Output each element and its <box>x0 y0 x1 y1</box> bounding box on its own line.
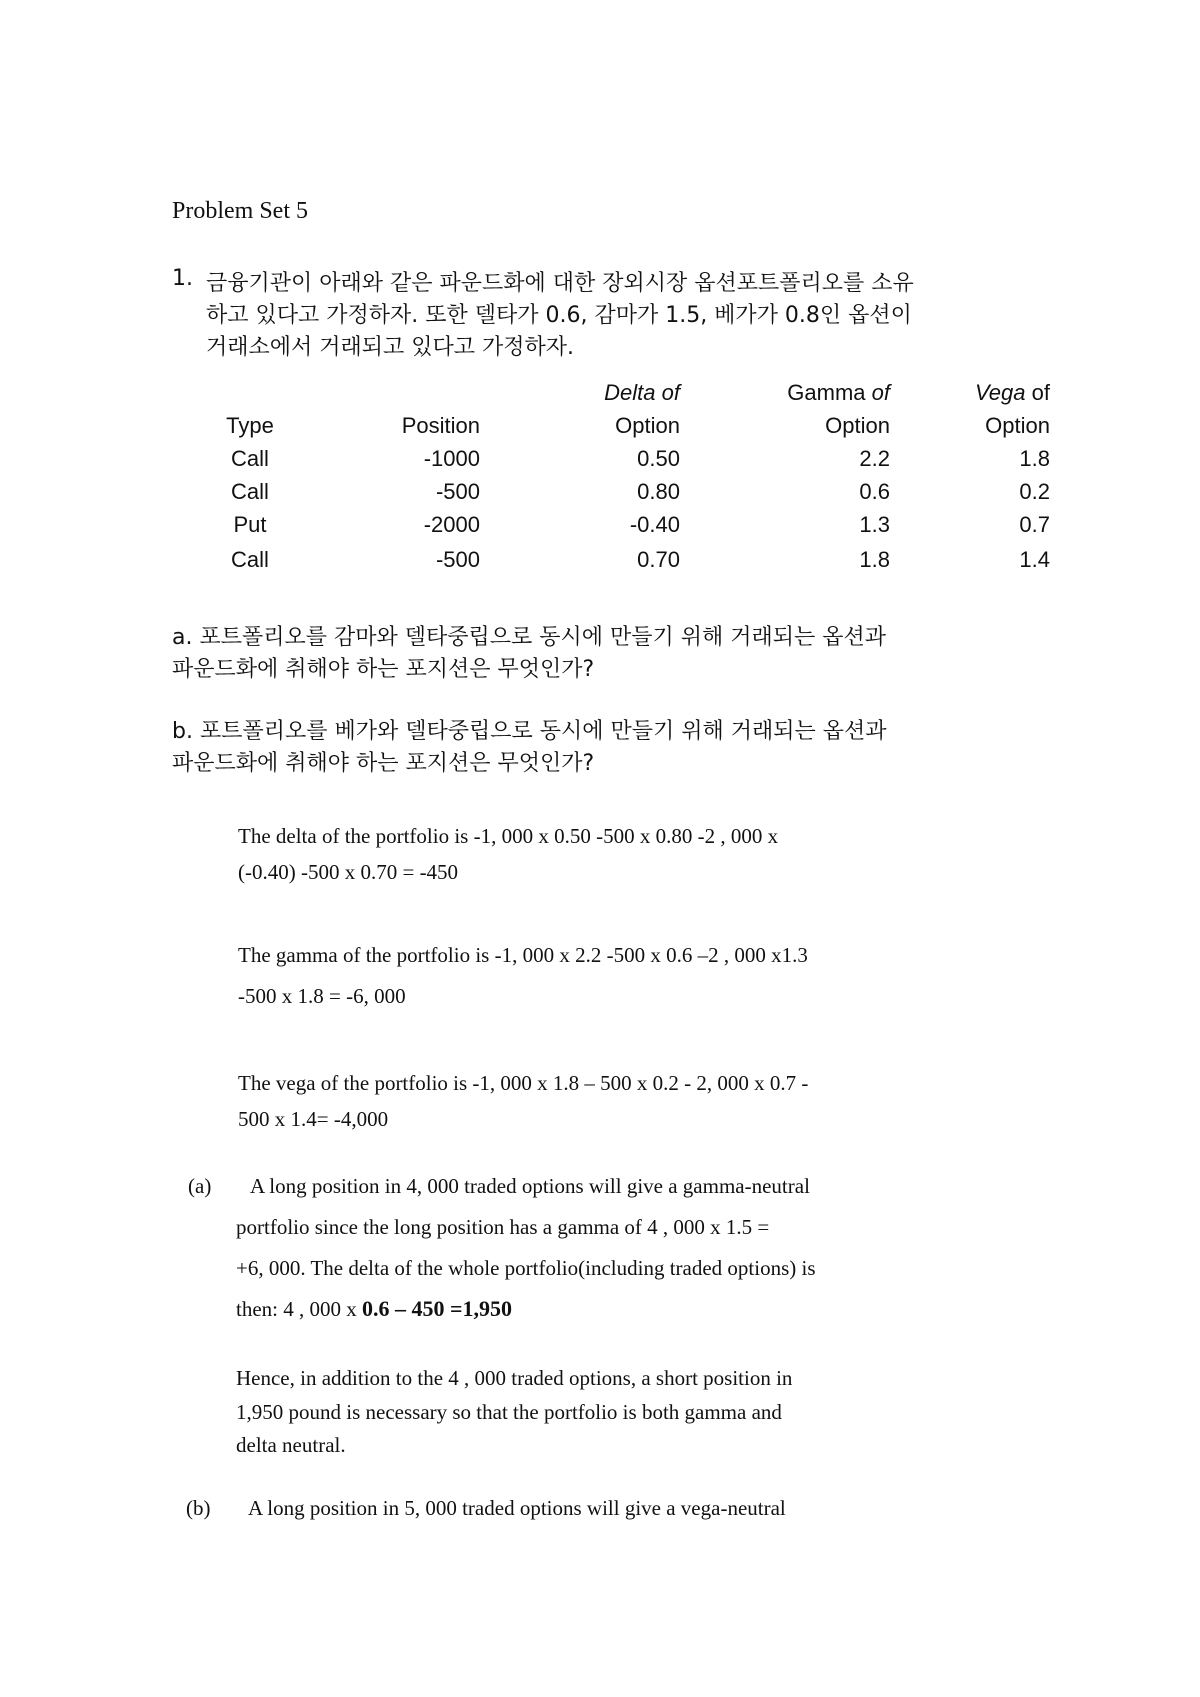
answer-a-line-4: then: 4 , 000 x 0.6 – 450 =1,950 <box>236 1296 513 1321</box>
table-header-top <box>210 376 1050 409</box>
cell-type: Call <box>231 547 269 572</box>
cell-position: -500 <box>435 547 480 572</box>
subquestion-a-line-2: 파운드화에 취해야 하는 포지션은 무엇인가? <box>172 657 595 682</box>
question-number: 1. <box>172 266 193 291</box>
table-row <box>210 508 1050 541</box>
page-title: Problem Set 5 <box>172 198 308 224</box>
answer-a-line-2: portfolio since the long position has a gamma of 4 , 000 x 1.5 = <box>236 1215 770 1239</box>
question-line-2: 하고 있다고 가정하자. 또한 델타가 0.6, 감마가 1.5, 베가가 0.8인 옵션이 <box>206 303 912 328</box>
cell-vega: 1.8 <box>1019 445 1050 471</box>
header-type: Type <box>226 412 274 438</box>
answer-a-line-1: A long position in 4, 000 traded options will give a gamma-neutral <box>250 1174 810 1198</box>
answer-a-label: (a) <box>188 1174 212 1198</box>
gamma-calc-line-2: -500 x 1.8 = -6, 000 <box>238 984 406 1008</box>
cell-delta: -0.40 <box>629 511 680 537</box>
answer-a-para-line-1: Hence, in addition to the 4 , 000 traded options, a short position in <box>236 1366 793 1390</box>
table-header-bottom <box>210 409 1050 442</box>
header-delta-of: Delta of <box>604 379 680 405</box>
answer-a-para-line-2: 1,950 pound is necessary so that the portfolio is both gamma and <box>236 1400 782 1424</box>
cell-gamma: 2.2 <box>859 445 890 471</box>
subquestion-b-line-2: 파운드화에 취해야 하는 포지션은 무엇인가? <box>172 751 595 776</box>
header-vega-option: Option <box>985 412 1050 438</box>
answer-a-line-3: +6, 000. The delta of the whole portfolio(including traded options) is <box>236 1256 816 1280</box>
question-line-1: 금융기관이 아래와 같은 파운드화에 대한 장외시장 옵션포트폴리오를 소유 <box>206 271 914 296</box>
subquestion-b-line-1: b. 포트폴리오를 베가와 델타중립으로 동시에 만들기 위해 거래되는 옵션과 <box>172 719 887 744</box>
cell-vega: 0.7 <box>1019 511 1050 537</box>
table-row <box>210 475 1050 508</box>
header-gamma-of: Gamma of <box>787 379 890 405</box>
cell-gamma: 1.8 <box>859 547 890 572</box>
options-table <box>210 376 1050 579</box>
cell-position: -500 <box>435 478 480 504</box>
gamma-calc-line-1: The gamma of the portfolio is -1, 000 x 2.2 -500 x 0.6 –2 , 000 x1.3 <box>238 943 808 967</box>
cell-gamma: 0.6 <box>859 478 890 504</box>
header-delta-option: Option <box>615 412 680 438</box>
cell-position: -2000 <box>423 511 480 537</box>
cell-type: Put <box>233 511 267 537</box>
header-gamma-option: Option <box>825 412 890 438</box>
cell-vega: 1.4 <box>1019 547 1050 572</box>
header-vega-of: Vega of <box>974 379 1050 405</box>
answer-b-label: (b) <box>186 1496 211 1520</box>
cell-type: Call <box>231 478 269 504</box>
question-line-3: 거래소에서 거래되고 있다고 가정하자. <box>206 335 575 360</box>
answer-a-para-line-3: delta neutral. <box>236 1433 346 1457</box>
cell-delta: 0.70 <box>637 547 680 572</box>
cell-position: -1000 <box>423 445 480 471</box>
table-row <box>210 442 1050 475</box>
vega-calc-line-1: The vega of the portfolio is -1, 000 x 1.8 – 500 x 0.2 - 2, 000 x 0.7 - <box>238 1071 809 1095</box>
table-row <box>210 541 1050 579</box>
subquestion-a-line-1: a. 포트폴리오를 감마와 델타중립으로 동시에 만들기 위해 거래되는 옵션과 <box>172 625 886 650</box>
cell-gamma: 1.3 <box>859 511 890 537</box>
vega-calc-line-2: 500 x 1.4= -4,000 <box>238 1107 389 1131</box>
answer-b-line-1: A long position in 5, 000 traded options will give a vega-neutral <box>248 1496 786 1520</box>
cell-type: Call <box>231 445 269 471</box>
delta-calc-line-2: (-0.40) -500 x 0.70 = -450 <box>238 860 459 884</box>
cell-vega: 0.2 <box>1019 478 1050 504</box>
cell-delta: 0.80 <box>637 478 680 504</box>
cell-delta: 0.50 <box>637 445 680 471</box>
delta-calc-line-1: The delta of the portfolio is -1, 000 x 0.50 -500 x 0.80 -2 , 000 x <box>238 824 779 848</box>
header-position: Position <box>401 412 480 438</box>
